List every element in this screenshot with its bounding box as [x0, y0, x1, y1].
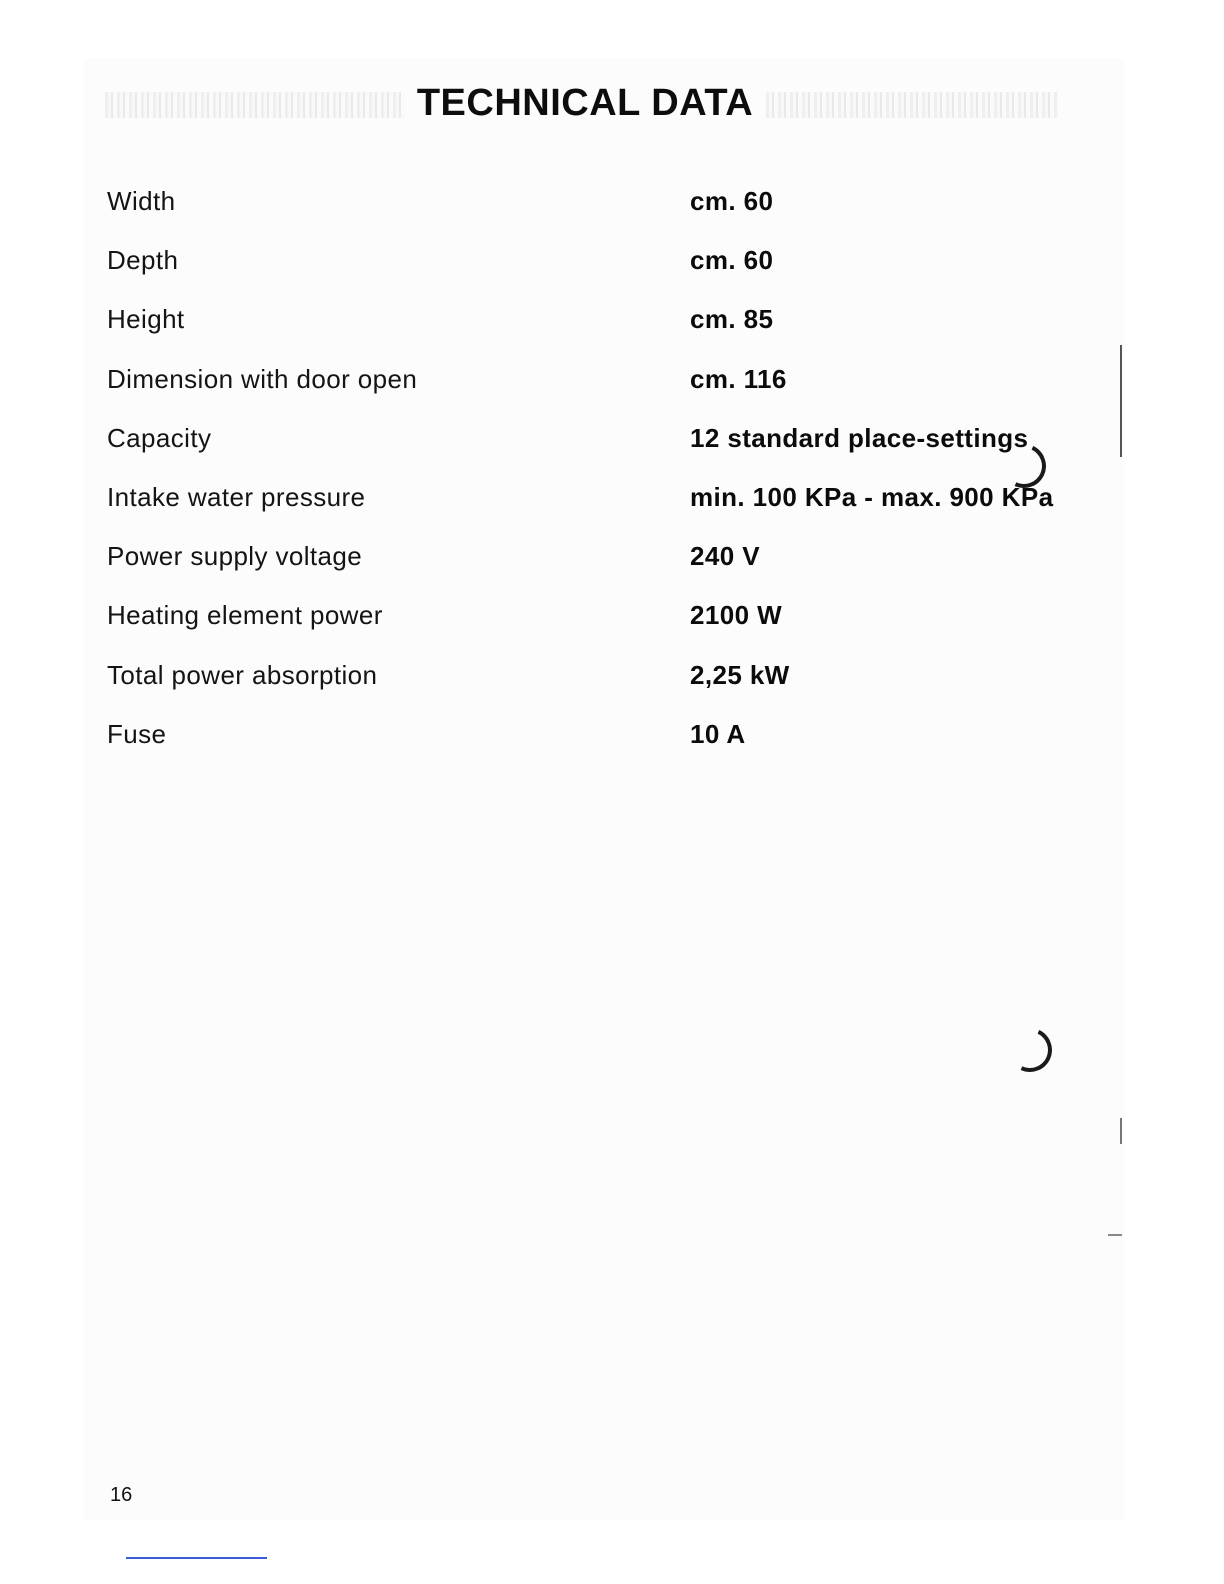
spec-row-water-pressure	[107, 468, 1087, 527]
spec-label: Dimension with door open	[107, 363, 418, 394]
link-underline	[126, 1557, 267, 1559]
spec-row-height	[107, 290, 1087, 349]
spec-row-width	[107, 172, 1087, 231]
spec-value: cm. 60	[690, 245, 774, 276]
scan-edge-mark	[1108, 1234, 1122, 1236]
spec-label: Capacity	[107, 422, 212, 453]
spec-label: Fuse	[107, 718, 167, 749]
spec-label: Heating element power	[107, 600, 383, 631]
spec-row-voltage	[107, 527, 1087, 586]
spec-value: 12 standard place-settings	[690, 422, 1029, 453]
spec-value: 2,25 kW	[690, 659, 790, 690]
spec-label: Intake water pressure	[107, 482, 366, 513]
spec-row-depth	[107, 231, 1087, 290]
spec-value: 2100 W	[690, 600, 783, 631]
spec-table	[107, 172, 1087, 764]
page-number: 16	[110, 1484, 133, 1506]
spec-value: 10 A	[690, 718, 746, 749]
spec-row-heating-power	[107, 586, 1087, 645]
spec-row-door-open	[107, 350, 1087, 409]
scan-edge-mark	[1120, 1118, 1122, 1144]
spec-value: cm. 116	[690, 363, 787, 394]
spec-label: Power supply voltage	[107, 541, 363, 572]
spec-row-capacity	[107, 409, 1087, 468]
page-title: TECHNICAL DATA	[416, 82, 754, 124]
scan-edge-mark	[1120, 345, 1122, 457]
spec-label: Depth	[107, 245, 179, 276]
spec-value: cm. 60	[690, 186, 774, 217]
spec-row-total-power	[107, 646, 1087, 705]
spec-label: Width	[107, 186, 176, 217]
spec-value: min. 100 KPa - max. 900 KPa	[690, 482, 1054, 513]
spec-value: cm. 85	[690, 304, 774, 335]
spec-label: Total power absorption	[107, 659, 378, 690]
spec-row-fuse	[107, 705, 1087, 764]
spec-value: 240 V	[690, 541, 760, 572]
spec-label: Height	[107, 304, 185, 335]
